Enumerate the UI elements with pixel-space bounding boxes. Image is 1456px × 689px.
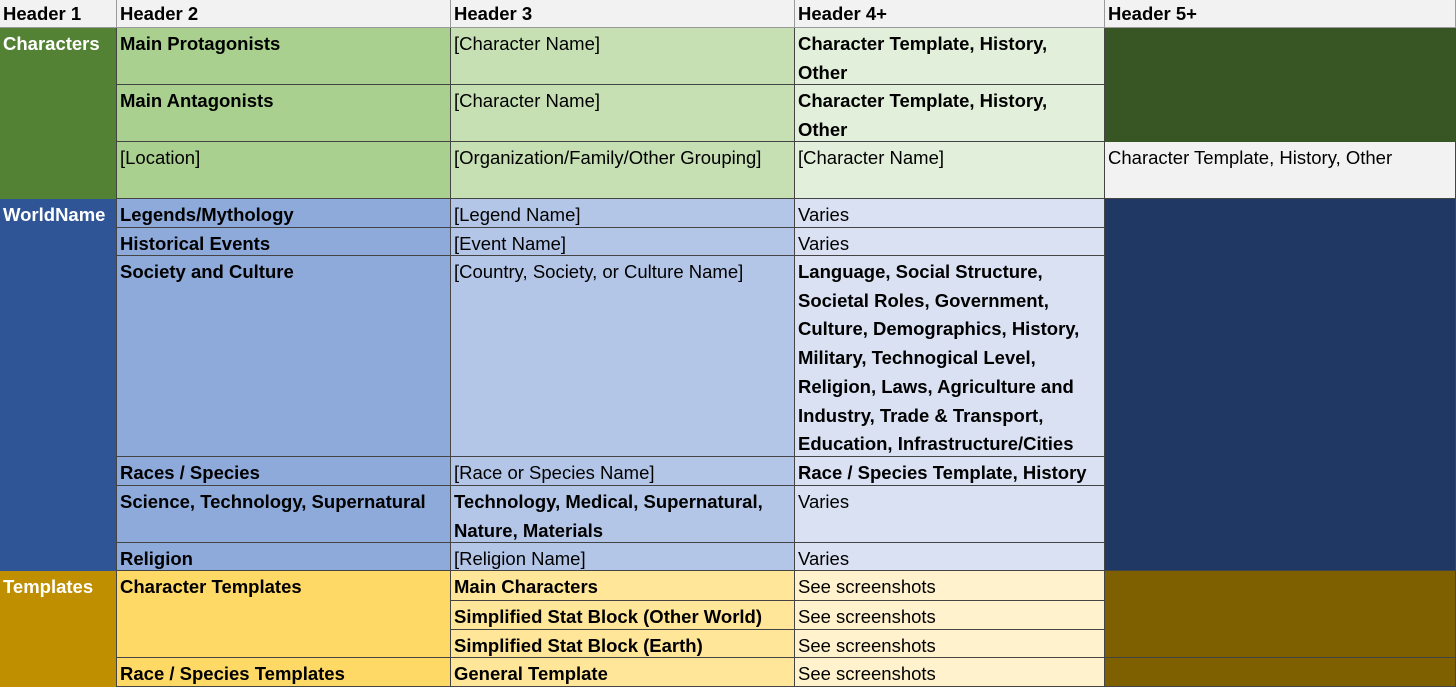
cell-stat-block-earth-detail[interactable]: See screenshots <box>795 630 1105 658</box>
cell-location[interactable]: [Location] <box>117 142 451 199</box>
header-cell-1[interactable]: Header 1 <box>0 0 117 28</box>
header-cell-4[interactable]: Header 4+ <box>795 0 1105 28</box>
cell-stat-block-earth[interactable]: Simplified Stat Block (Earth) <box>451 630 795 658</box>
cell-characters-h5-fill[interactable] <box>1105 28 1456 142</box>
cell-religion-h5-fill[interactable] <box>1105 543 1456 571</box>
cell-society-culture[interactable]: Society and Culture <box>117 256 451 457</box>
cell-character-templates[interactable]: Character Templates <box>117 571 451 658</box>
section-templates[interactable]: Templates <box>0 571 117 687</box>
cell-legend-detail[interactable]: Varies <box>795 199 1105 228</box>
cell-main-characters-detail[interactable]: See screenshots <box>795 571 1105 601</box>
cell-event-name[interactable]: [Event Name] <box>451 228 795 256</box>
cell-religion[interactable]: Religion <box>117 543 451 571</box>
cell-general-template-detail[interactable]: See screenshots <box>795 658 1105 687</box>
cell-historical-events[interactable]: Historical Events <box>117 228 451 256</box>
cell-race-templates[interactable]: Race / Species Templates <box>117 658 451 687</box>
cell-event-detail[interactable]: Varies <box>795 228 1105 256</box>
cell-science-name[interactable]: Technology, Medical, Supernatural, Nature, Materials <box>451 486 795 543</box>
cell-templates-h5-fill[interactable] <box>1105 571 1456 658</box>
cell-protagonist-detail[interactable]: Character Template, History, Other <box>795 28 1105 85</box>
cell-legends[interactable]: Legends/Mythology <box>117 199 451 228</box>
cell-general-h5-fill[interactable] <box>1105 658 1456 687</box>
cell-society-detail[interactable]: Language, Social Structure, Societal Roles, Government, Culture, Demographics, History, Military, Technogical Level, Religion, Laws, Agriculture and Industry, Trade & Transport, Education, Infrastructure/Cities <box>795 256 1105 457</box>
cell-main-antagonists[interactable]: Main Antagonists <box>117 85 451 142</box>
cell-science-tech[interactable]: Science, Technology, Supernatural <box>117 486 451 543</box>
cell-science-detail[interactable]: Varies <box>795 486 1105 543</box>
cell-stat-block-other-detail[interactable]: See screenshots <box>795 601 1105 630</box>
cell-protagonist-name[interactable]: [Character Name] <box>451 28 795 85</box>
cell-grouping[interactable]: [Organization/Family/Other Grouping] <box>451 142 795 199</box>
cell-main-protagonists[interactable]: Main Protagonists <box>117 28 451 85</box>
cell-race-detail[interactable]: Race / Species Template, History <box>795 457 1105 486</box>
cell-grouping-detail[interactable]: Character Template, History, Other <box>1105 142 1456 199</box>
cell-religion-name[interactable]: [Religion Name] <box>451 543 795 571</box>
section-characters[interactable]: Characters <box>0 28 117 199</box>
cell-antagonist-detail[interactable]: Character Template, History, Other <box>795 85 1105 142</box>
header-cell-5[interactable]: Header 5+ <box>1105 0 1456 28</box>
cell-main-characters[interactable]: Main Characters <box>451 571 795 601</box>
cell-antagonist-name[interactable]: [Character Name] <box>451 85 795 142</box>
cell-stat-block-other[interactable]: Simplified Stat Block (Other World) <box>451 601 795 630</box>
cell-races-species[interactable]: Races / Species <box>117 457 451 486</box>
cell-religion-detail[interactable]: Varies <box>795 543 1105 571</box>
cell-general-template[interactable]: General Template <box>451 658 795 687</box>
cell-legend-name[interactable]: [Legend Name] <box>451 199 795 228</box>
section-worldname[interactable]: WorldName <box>0 199 117 571</box>
cell-world-h5-fill[interactable] <box>1105 199 1456 543</box>
cell-grouping-character[interactable]: [Character Name] <box>795 142 1105 199</box>
cell-race-name[interactable]: [Race or Species Name] <box>451 457 795 486</box>
header-cell-3[interactable]: Header 3 <box>451 0 795 28</box>
header-cell-2[interactable]: Header 2 <box>117 0 451 28</box>
cell-society-name[interactable]: [Country, Society, or Culture Name] <box>451 256 795 457</box>
